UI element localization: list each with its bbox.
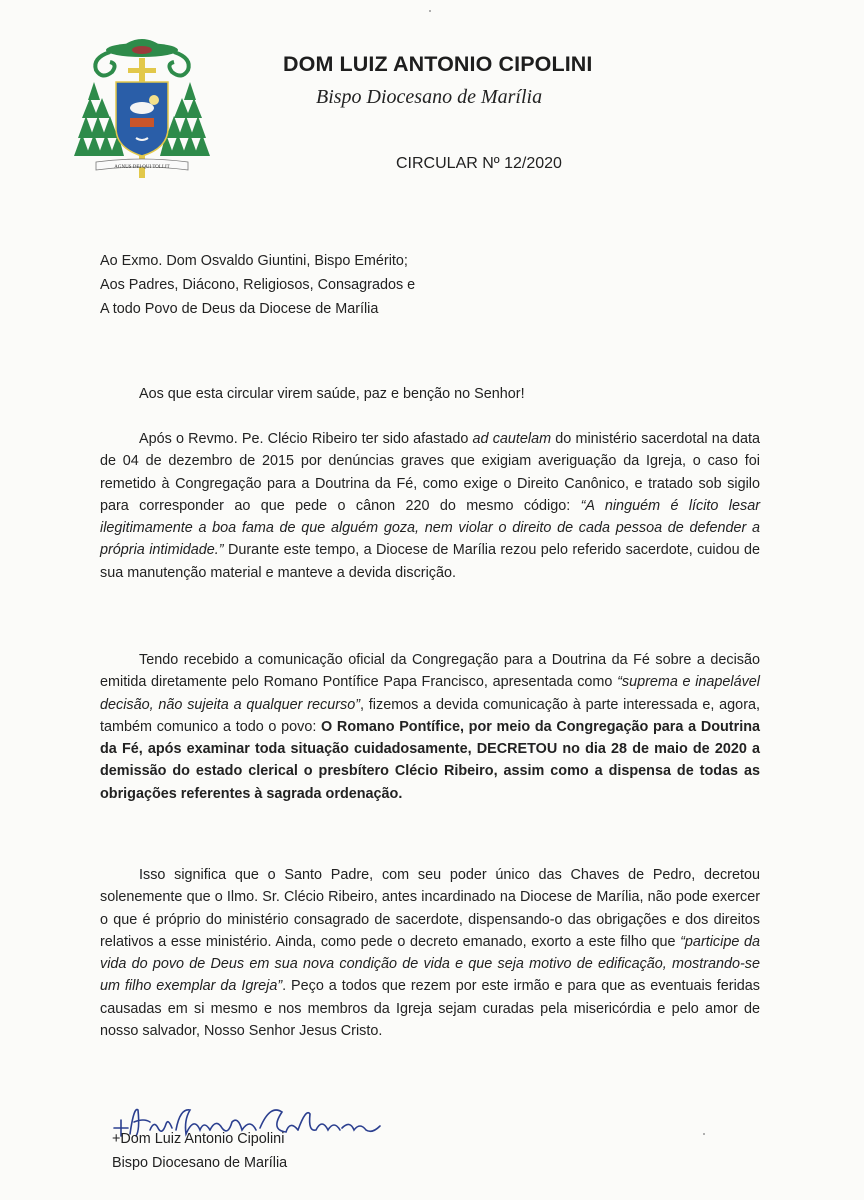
- scan-speck: [703, 1133, 705, 1135]
- text-run: . Peço a todos que rezem por este irmão e para que as eventuais feridas causadas em si mesmo e nos membros da Igreja sejam curadas pela misericórdia e pelo amor de nosso salvador, Nosso Senhor Jesus Cristo.: [100, 978, 761, 1040]
- paragraph-1: [100, 428, 760, 584]
- text-run: Durante este tempo, a Diocese de Marília rezou pelo referido sacerdote, cuidou de sua manutenção material e manteve a devida discrição.: [100, 542, 760, 581]
- scan-speck: [429, 10, 431, 12]
- decision-quote: “suprema e inapelável decisão, não sujeita a qualquer recurso”: [100, 674, 760, 713]
- text-run: , fizemos a devida comunicação à parte interessada e, agora, também comunico a todo o povo:: [100, 696, 760, 735]
- decree-quote: “participe da vida do povo de Deus em sua nova condição de vida e que seja motivo de edificação, mostrando-se um filho exemplar da Igreja”: [100, 933, 760, 995]
- italic-run: ad cautelam: [472, 431, 552, 447]
- bishop-name-heading: DOM LUIZ ANTONIO CIPOLINI: [283, 52, 593, 76]
- addressee-line: Ao Exmo. Dom Osvaldo Giuntini, Bispo Emérito;: [100, 253, 408, 269]
- addressee-line: A todo Povo de Deus da Diocese de Marília: [100, 301, 379, 317]
- text-run: do ministério sacerdotal na data de 04 de dezembro de 2015 por denúncias graves que exigiam averiguação da Igreja, o caso foi remetido à Congregação para a Doutrina da Fé, como exige o Direito Canônico, e tratado sob sigilo para corresponder ao que pede o cânon 220 do mesmo código:: [100, 431, 760, 514]
- paragraph-3: [100, 864, 760, 1042]
- circular-number: CIRCULAR Nº 12/2020: [396, 155, 562, 172]
- addressee-block: [100, 249, 415, 321]
- canon-quote: “A ninguém é lícito lesar ilegitimamente a boa fama de que alguém goza, nem violar o direito de cada pessoa de defender a própria intimidade.”: [100, 497, 760, 559]
- svg-text:AGNUS DEI QUI TOLLIT: AGNUS DEI QUI TOLLIT: [114, 165, 170, 170]
- signatory-name: +Dom Luiz Antonio Cipolini: [112, 1131, 285, 1147]
- greeting: Aos que esta circular virem saúde, paz e benção no Senhor!: [139, 386, 525, 402]
- signatory-title: Bispo Diocesano de Marília: [112, 1155, 288, 1171]
- addressee-line: Aos Padres, Diácono, Religiosos, Consagrados e: [100, 277, 416, 293]
- decree-statement: O Romano Pontífice, por meio da Congregação para a Doutrina da Fé, após examinar toda situação cuidadosamente, DECRETOU no dia 28 de maio de 2020 a demissão do estado clerical o presbítero Clécio Ribeiro, assim como a dispensa de todas as obrigações referentes à sagrada ordenação.: [100, 718, 760, 802]
- text-run: Tendo recebido a comunicação oficial da Congregação para a Doutrina da Fé sobre a decisão emitida diretamente pelo Romano Pontífice Papa Francisco, apresentada como: [100, 652, 760, 691]
- text-run: Isso significa que o Santo Padre, com seu poder único das Chaves de Pedro, decretou solenemente que o Ilmo. Sr. Clécio Ribeiro, antes incardinado na Diocese de Marília, não pode exercer o que é próprio do ministério consagrado de sacerdote, dispensando-o das obrigações e dos direitos relativos a esse ministério. Ainda, como pede o decreto emanado, exorto a este filho que: [100, 867, 760, 950]
- paragraph-2: [100, 649, 760, 805]
- coat-of-arms-logo: [72, 28, 212, 188]
- text-run: Após o Revmo. Pe. Clécio Ribeiro ter sido afastado: [139, 431, 473, 447]
- bishop-subtitle: Bispo Diocesano de Marília: [316, 86, 543, 108]
